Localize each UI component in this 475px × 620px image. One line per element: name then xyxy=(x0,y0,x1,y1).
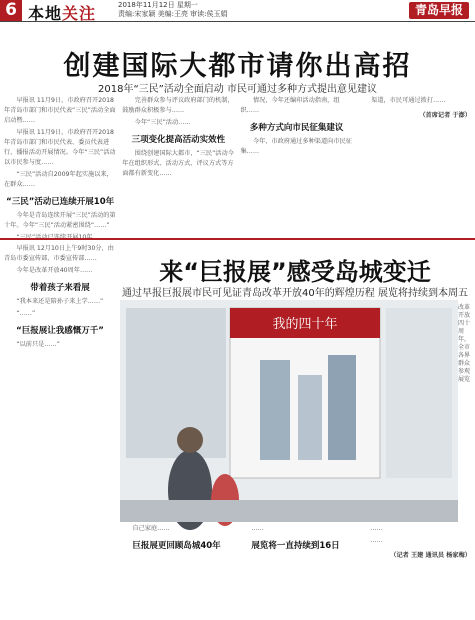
issue-meta: 2018年11月12日 星期一 责编:宋家颖 美编:王亮 审读:侯玉娟 xyxy=(118,1,228,18)
lead-paragraph: 早报讯 11月9日，市政府召开2018年青岛市部门和市民代表“三民”活动全面启动暨…… xyxy=(4,97,116,124)
second-subheadline: 通过早报巨报展市民可见证青岛改革开放40年的辉煌历程 展览将持续到本周五 xyxy=(122,288,468,299)
article-divider xyxy=(0,238,475,240)
chapter-heading: 展览将一直持续到16日 xyxy=(251,541,340,551)
top-col-3: 情况，今年还编印活动指南，组织…… 多种方式向市民征集建议 今年，市政府通过多种渠道向市民征集…… xyxy=(240,97,352,155)
byline: （首席记者 于澎） xyxy=(419,112,471,119)
chapter-heading: 三项变化提高活动实效性 xyxy=(131,135,226,145)
byline: （记者 王建 通讯员 杨家梅） xyxy=(390,552,471,559)
top-col-2: 完善群众参与评议政府部门的机制，鼓励群众积极参与…… 今年“三民”活动…… 三项变化提高活动实效性 围绕创建国际大都市，“三民”活动今年在组织形式、活动方式、评议方式等方面都有新变化…… xyxy=(122,97,234,177)
photo-caption: 改革开放四十周年，全市各界群众参观展览 xyxy=(458,304,471,383)
chapter-heading: 多种方式向市民征集建议 xyxy=(249,123,344,133)
exhibition-photo xyxy=(120,300,458,522)
chapter-heading: “巨报展让我感慨万千” xyxy=(16,326,104,336)
top-article-body xyxy=(4,96,471,241)
chapter-heading: “三民”活动已连续开展10年 xyxy=(6,197,115,207)
bottom-left-column: 早报讯 12月10日上午9时30分，由青岛市委宣传部、市委宣传部…… 今年是改革开放40周年…… 带着孩子来看展 “我本来还是陪孙子来上学……” “……” “巨报展让我感慨万千” “以前只是……” xyxy=(4,244,116,352)
photo-floor xyxy=(120,500,458,522)
bottom-article-body: 自己家庭…… 巨报展更回顾岛城40年 …… 展览将一直持续到16日 …… …… （记者 王建 通讯员 杨家梅） xyxy=(120,524,471,559)
page-header xyxy=(0,0,475,22)
exhibit-board-left xyxy=(126,308,226,458)
page-number: 6 xyxy=(0,0,22,21)
chapter-heading: 带着孩子来看展 xyxy=(30,283,90,293)
section-title: 本地关注 xyxy=(28,4,97,23)
exhibit-board-right xyxy=(386,308,452,478)
chapter-heading: 巨报展更回顾岛城40年 xyxy=(132,541,221,551)
top-col-1: 早报讯 11月9日，市政府召开2018年青岛市部门和市民代表“三民”活动全面启动暨…… 早报讯 11月9日，市政府召开2018年青岛市部门和市民代表、委员代表进行，播报活动开展情况。今年“三民”活动以市民参与度…… “三民”活动自2009年起实施以来，在群众…… “三民”活动已连续开展10年 今年是青岛连续开展“三民”活动的第十年。今年“三民”活动紧密围绕“……” “三民”活动已连续开展10年…… xyxy=(4,97,116,241)
exhibit-board-title: 我的四十年 xyxy=(272,317,338,332)
visitor-head xyxy=(177,427,203,453)
main-subheadline: 2018年“三民”活动全面启动 市民可通过多种方式提出意见建议 xyxy=(98,84,377,95)
second-headline: 来“巨报展”感受岛城变迁 xyxy=(159,258,431,286)
brand-logo: 青岛早报 xyxy=(409,2,469,19)
main-headline: 创建国际大都市请你出高招 xyxy=(63,51,412,82)
top-col-4: 渠道，市民可通过拨打…… （首席记者 于澎） xyxy=(359,96,471,234)
